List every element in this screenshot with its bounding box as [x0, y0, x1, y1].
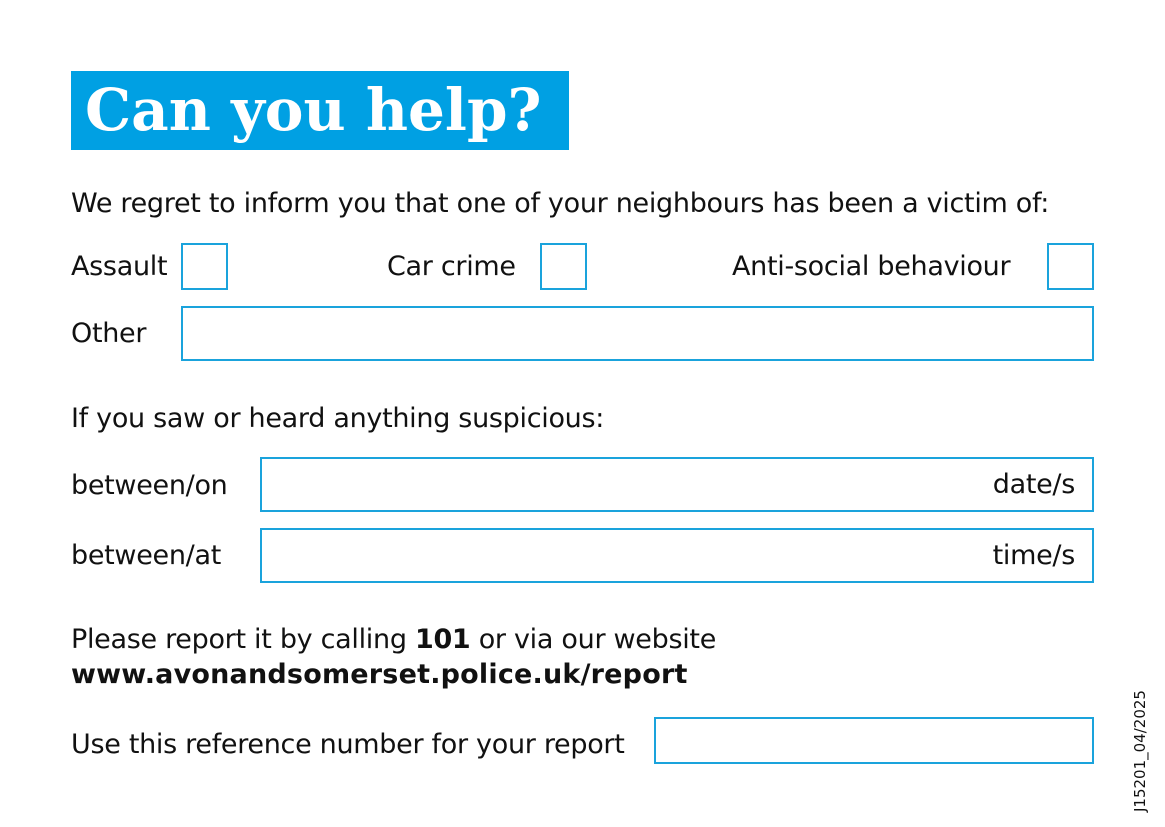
assault-checkbox[interactable]: [181, 243, 228, 290]
date-field[interactable]: [260, 457, 1094, 512]
title-banner: [71, 71, 569, 150]
report-suffix: or via our website: [470, 624, 717, 655]
car-crime-checkbox[interactable]: [540, 243, 587, 290]
report-line: [71, 624, 716, 656]
website-link[interactable]: www.avonandsomerset.police.uk/report: [71, 659, 688, 690]
time-hint: time/s: [992, 540, 1075, 571]
reference-label: Use this reference number for your report: [71, 729, 625, 760]
other-field[interactable]: [181, 306, 1094, 361]
date-hint: date/s: [992, 469, 1075, 500]
date-label: between/on: [71, 470, 228, 501]
phone-number: 101: [414, 624, 471, 655]
other-label: Other: [71, 318, 147, 349]
time-label: between/at: [71, 540, 221, 571]
time-field[interactable]: [260, 528, 1094, 583]
intro-text: We regret to inform you that one of your neighbours has been a victim of:: [71, 188, 1050, 219]
anti-social-label: Anti-social behaviour: [732, 251, 1011, 282]
print-code: J15201_04/2025: [1131, 690, 1149, 812]
car-crime-label: Car crime: [387, 251, 516, 282]
assault-label: Assault: [71, 251, 168, 282]
reference-field[interactable]: [654, 717, 1094, 764]
suspicious-heading: If you saw or heard anything suspicious:: [71, 403, 605, 434]
report-prefix: Please report it by calling: [71, 624, 415, 655]
page-title: Can you help?: [85, 76, 542, 144]
anti-social-checkbox[interactable]: [1047, 243, 1094, 290]
